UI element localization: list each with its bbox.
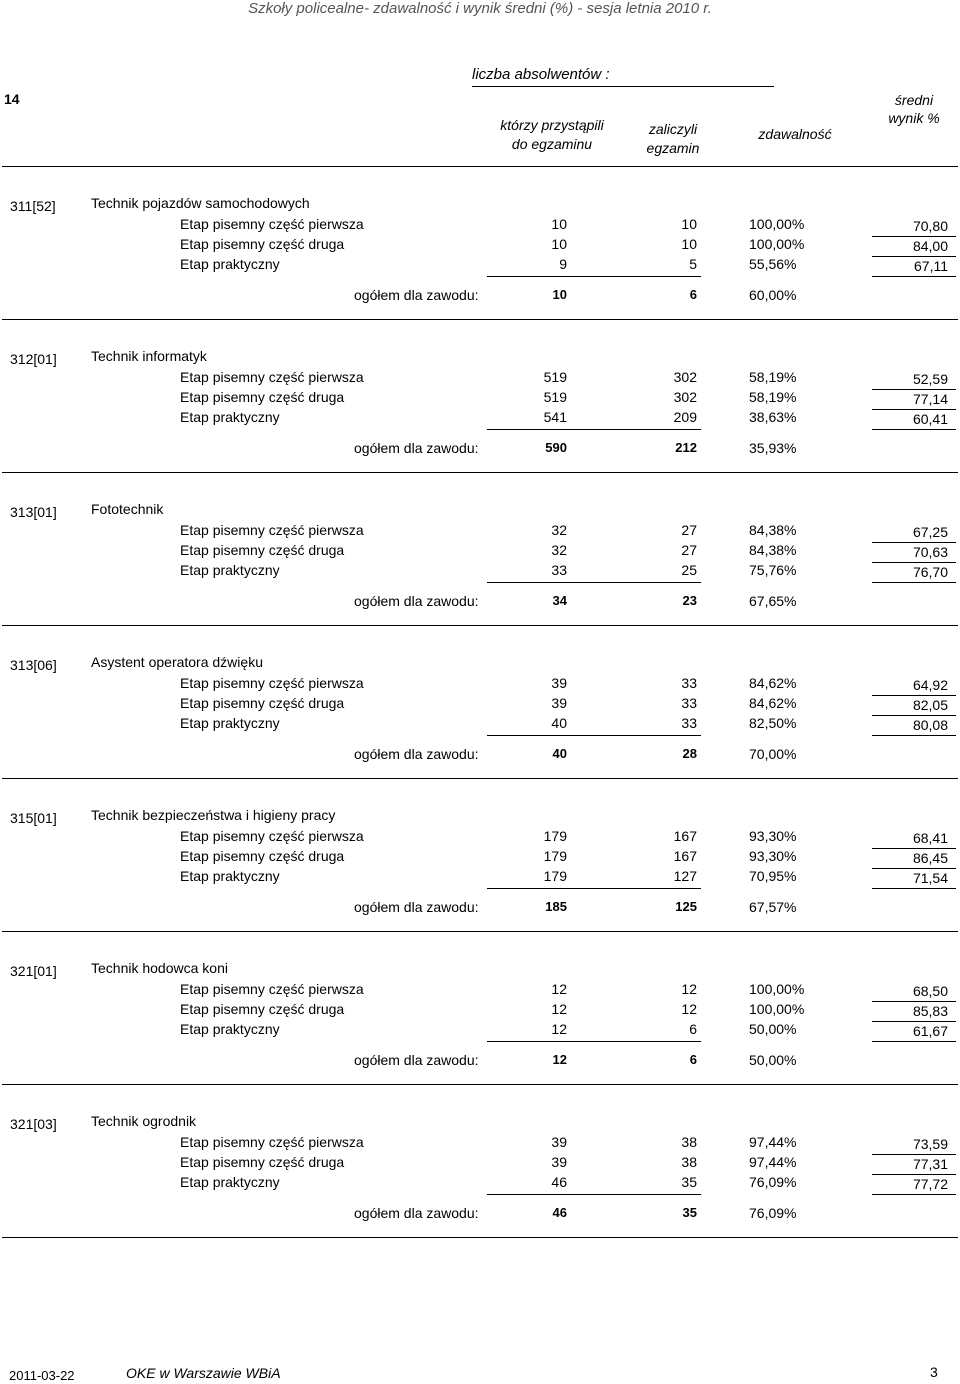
total-label: ogółem dla zawodu: xyxy=(354,593,479,609)
pass-rate: 58,19% xyxy=(749,369,797,385)
average-score: 61,67 xyxy=(912,1023,948,1039)
stage-label: Etap pisemny część pierwsza xyxy=(180,675,364,691)
passed-count: 209 xyxy=(673,409,697,425)
total-label: ogółem dla zawodu: xyxy=(354,1205,479,1221)
profession-section xyxy=(0,779,960,932)
stage-numbers-underline xyxy=(487,888,701,889)
stage-label: Etap praktyczny xyxy=(180,1174,280,1190)
took-exam-count: 179 xyxy=(543,868,567,884)
stage-label: Etap pisemny część druga xyxy=(180,236,345,252)
average-score-underline xyxy=(872,888,956,889)
passed-count: 167 xyxy=(673,848,697,864)
total-label: ogółem dla zawodu: xyxy=(354,1052,479,1068)
stage-label: Etap pisemny część pierwsza xyxy=(180,828,364,844)
pass-rate: 70,95% xyxy=(749,868,797,884)
column-header-took-exam-line2: do egzaminu xyxy=(511,136,593,152)
stage-row xyxy=(0,848,960,868)
column-header-average-score-line1: średni xyxy=(894,92,934,108)
profession-code: 312[01] xyxy=(10,351,57,367)
stage-label: Etap pisemny część druga xyxy=(180,848,345,864)
stage-numbers-underline xyxy=(487,1041,701,1042)
total-took-exam-count: 185 xyxy=(545,899,567,914)
pass-rate: 97,44% xyxy=(749,1134,797,1150)
took-exam-count: 39 xyxy=(551,1154,567,1170)
took-exam-count: 179 xyxy=(543,848,567,864)
average-score: 64,92 xyxy=(912,677,948,693)
profession-code: 313[06] xyxy=(10,657,57,673)
average-score: 52,59 xyxy=(912,371,948,387)
total-passed-count: 212 xyxy=(675,440,697,455)
stage-numbers-underline xyxy=(487,582,701,583)
stage-label: Etap praktyczny xyxy=(180,562,280,578)
stage-row xyxy=(0,715,960,735)
pass-rate: 38,63% xyxy=(749,409,797,425)
average-score-underline xyxy=(872,276,956,277)
average-score: 77,72 xyxy=(912,1176,948,1192)
average-score: 67,25 xyxy=(912,524,948,540)
column-header-average-score-line2: wynik % xyxy=(888,110,940,126)
took-exam-count: 12 xyxy=(551,981,567,997)
pass-rate: 93,30% xyxy=(749,848,797,864)
passed-count: 10 xyxy=(681,236,697,252)
took-exam-count: 32 xyxy=(551,542,567,558)
average-score: 68,41 xyxy=(912,830,948,846)
average-score: 86,45 xyxy=(912,850,948,866)
took-exam-count: 40 xyxy=(551,715,567,731)
took-exam-count: 39 xyxy=(551,675,567,691)
pass-rate: 82,50% xyxy=(749,715,797,731)
section-divider xyxy=(2,1237,958,1238)
total-label: ogółem dla zawodu: xyxy=(354,440,479,456)
total-pass-rate: 35,93% xyxy=(749,440,797,456)
average-score: 85,83 xyxy=(912,1003,948,1019)
profession-name: Technik pojazdów samochodowych xyxy=(91,195,310,211)
pass-rate: 84,62% xyxy=(749,675,797,691)
took-exam-count: 12 xyxy=(551,1021,567,1037)
stage-label: Etap pisemny część druga xyxy=(180,1001,345,1017)
stage-label: Etap praktyczny xyxy=(180,409,280,425)
passed-count: 167 xyxy=(673,828,697,844)
total-took-exam-count: 40 xyxy=(552,746,567,761)
profession-code: 321[01] xyxy=(10,963,57,979)
pass-rate: 100,00% xyxy=(749,236,805,252)
total-row xyxy=(0,287,960,307)
profession-code: 321[03] xyxy=(10,1116,57,1132)
pass-rate: 84,62% xyxy=(749,695,797,711)
column-header-passed xyxy=(628,120,718,158)
profession-name: Technik bezpieczeństwa i higieny pracy xyxy=(91,807,336,823)
took-exam-count: 519 xyxy=(543,369,567,385)
profession-name: Asystent operatora dźwięku xyxy=(91,654,263,670)
column-header-pass-rate: zdawalność xyxy=(758,126,832,142)
passed-count: 6 xyxy=(689,1021,697,1037)
stage-label: Etap praktyczny xyxy=(180,868,280,884)
passed-count: 127 xyxy=(673,868,697,884)
pass-rate: 97,44% xyxy=(749,1154,797,1170)
took-exam-count: 12 xyxy=(551,1001,567,1017)
stage-row xyxy=(0,409,960,429)
average-score: 67,11 xyxy=(914,258,948,274)
pass-rate: 100,00% xyxy=(749,981,805,997)
stage-row xyxy=(0,542,960,562)
stage-label: Etap pisemny część pierwsza xyxy=(180,216,364,232)
profession-section xyxy=(0,932,960,1085)
stage-row xyxy=(0,1134,960,1154)
average-score-underline xyxy=(872,582,956,583)
passed-count: 33 xyxy=(681,675,697,691)
took-exam-count: 10 xyxy=(551,236,567,252)
stage-label: Etap pisemny część druga xyxy=(180,389,345,405)
stage-numbers-underline xyxy=(487,735,701,736)
pass-rate: 100,00% xyxy=(749,1001,805,1017)
total-row xyxy=(0,1205,960,1225)
stage-row xyxy=(0,256,960,276)
took-exam-count: 46 xyxy=(551,1174,567,1190)
page-title: Szkoły policealne- zdawalność i wynik średni (%) - sesja letnia 2010 r. xyxy=(248,0,712,17)
stage-numbers-underline xyxy=(487,276,701,277)
total-pass-rate: 67,65% xyxy=(749,593,797,609)
column-header-average-score xyxy=(870,91,958,127)
stage-row xyxy=(0,868,960,888)
total-took-exam-count: 34 xyxy=(552,593,567,608)
took-exam-count: 9 xyxy=(559,256,567,272)
stage-row xyxy=(0,1154,960,1174)
column-header-passed-line1: zaliczyli xyxy=(648,121,698,137)
average-score: 77,14 xyxy=(912,391,948,407)
took-exam-count: 39 xyxy=(551,695,567,711)
stage-label: Etap pisemny część druga xyxy=(180,1154,345,1170)
average-score-underline xyxy=(872,1041,956,1042)
took-exam-count: 32 xyxy=(551,522,567,538)
passed-count: 302 xyxy=(673,389,697,405)
stage-row xyxy=(0,828,960,848)
average-score-underline xyxy=(872,1194,956,1195)
took-exam-count: 39 xyxy=(551,1134,567,1150)
average-score: 84,00 xyxy=(912,238,948,254)
average-score: 70,80 xyxy=(912,218,948,234)
passed-count: 33 xyxy=(681,715,697,731)
stage-label: Etap pisemny część pierwsza xyxy=(180,522,364,538)
stage-label: Etap pisemny część pierwsza xyxy=(180,981,364,997)
stage-row xyxy=(0,236,960,256)
stage-numbers-underline xyxy=(487,429,701,430)
stage-row xyxy=(0,695,960,715)
stage-row xyxy=(0,562,960,582)
passed-count: 10 xyxy=(681,216,697,232)
stage-row xyxy=(0,522,960,542)
stage-numbers-underline xyxy=(487,1194,701,1195)
average-score: 80,08 xyxy=(912,717,948,733)
passed-count: 35 xyxy=(681,1174,697,1190)
passed-count: 302 xyxy=(673,369,697,385)
stage-row xyxy=(0,1174,960,1194)
total-passed-count: 23 xyxy=(682,593,697,608)
took-exam-count: 179 xyxy=(543,828,567,844)
pass-rate: 55,56% xyxy=(749,256,797,272)
stage-row xyxy=(0,981,960,1001)
footer-date: 2011-03-22 xyxy=(9,1368,75,1383)
average-score: 71,54 xyxy=(912,870,948,886)
passed-count: 12 xyxy=(681,981,697,997)
footer-page-number: 3 xyxy=(930,1364,938,1380)
passed-count: 38 xyxy=(681,1134,697,1150)
total-took-exam-count: 12 xyxy=(552,1052,567,1067)
total-pass-rate: 67,57% xyxy=(749,899,797,915)
total-pass-rate: 50,00% xyxy=(749,1052,797,1068)
stage-row xyxy=(0,675,960,695)
total-took-exam-count: 10 xyxy=(552,287,567,302)
profession-section xyxy=(0,626,960,779)
pass-rate: 93,30% xyxy=(749,828,797,844)
total-passed-count: 35 xyxy=(682,1205,697,1220)
total-row xyxy=(0,440,960,460)
pass-rate: 84,38% xyxy=(749,522,797,538)
total-passed-count: 125 xyxy=(675,899,697,914)
passed-count: 33 xyxy=(681,695,697,711)
total-took-exam-count: 46 xyxy=(552,1205,567,1220)
profession-name: Technik hodowca koni xyxy=(91,960,228,976)
total-row xyxy=(0,746,960,766)
total-row xyxy=(0,899,960,919)
total-row xyxy=(0,1052,960,1072)
stage-label: Etap pisemny część druga xyxy=(180,695,345,711)
stage-row xyxy=(0,216,960,236)
total-passed-count: 28 xyxy=(682,746,697,761)
average-score: 73,59 xyxy=(912,1136,948,1152)
stage-label: Etap praktyczny xyxy=(180,256,280,272)
total-pass-rate: 60,00% xyxy=(749,287,797,303)
stage-row xyxy=(0,389,960,409)
footer-organization: OKE w Warszawie WBiA xyxy=(126,1365,281,1381)
average-score: 76,70 xyxy=(912,564,948,580)
column-header-passed-line2: egzamin xyxy=(646,140,700,156)
stage-label: Etap pisemny część druga xyxy=(180,542,345,558)
total-row xyxy=(0,593,960,613)
average-score: 68,50 xyxy=(912,983,948,999)
pass-rate: 76,09% xyxy=(749,1174,797,1190)
profession-code: 315[01] xyxy=(10,810,57,826)
total-label: ogółem dla zawodu: xyxy=(354,899,479,915)
stage-label: Etap praktyczny xyxy=(180,1021,280,1037)
average-score-underline xyxy=(872,429,956,430)
pass-rate: 84,38% xyxy=(749,542,797,558)
profession-section xyxy=(0,320,960,473)
profession-name: Fototechnik xyxy=(91,501,164,517)
stage-row xyxy=(0,1001,960,1021)
pass-rate: 50,00% xyxy=(749,1021,797,1037)
average-score: 77,31 xyxy=(912,1156,948,1172)
passed-count: 12 xyxy=(681,1001,697,1017)
total-pass-rate: 70,00% xyxy=(749,746,797,762)
pass-rate: 100,00% xyxy=(749,216,805,232)
stage-label: Etap praktyczny xyxy=(180,715,280,731)
total-took-exam-count: 590 xyxy=(545,440,567,455)
graduates-header: liczba absolwentów : xyxy=(472,66,610,83)
took-exam-count: 10 xyxy=(551,216,567,232)
pass-rate: 75,76% xyxy=(749,562,797,578)
average-score-underline xyxy=(872,735,956,736)
pass-rate: 58,19% xyxy=(749,389,797,405)
total-label: ogółem dla zawodu: xyxy=(354,746,479,762)
took-exam-count: 541 xyxy=(543,409,567,425)
stage-label: Etap pisemny część pierwsza xyxy=(180,369,364,385)
passed-count: 27 xyxy=(681,522,697,538)
total-pass-rate: 76,09% xyxy=(749,1205,797,1221)
took-exam-count: 519 xyxy=(543,389,567,405)
profession-section xyxy=(0,1085,960,1238)
passed-count: 25 xyxy=(681,562,697,578)
average-score: 70,63 xyxy=(912,544,948,560)
header-underline xyxy=(472,86,774,87)
passed-count: 27 xyxy=(681,542,697,558)
total-passed-count: 6 xyxy=(689,287,697,302)
average-score: 82,05 xyxy=(912,697,948,713)
column-header-took-exam-line1: którzy przystąpili xyxy=(500,117,604,133)
passed-count: 5 xyxy=(689,256,697,272)
average-score: 60,41 xyxy=(912,411,948,427)
passed-count: 38 xyxy=(681,1154,697,1170)
profession-section xyxy=(0,167,960,320)
profession-name: Technik informatyk xyxy=(91,348,207,364)
took-exam-count: 33 xyxy=(551,562,567,578)
stage-row xyxy=(0,369,960,389)
stage-label: Etap pisemny część pierwsza xyxy=(180,1134,364,1150)
table-number: 14 xyxy=(4,91,20,107)
total-passed-count: 6 xyxy=(689,1052,697,1067)
total-label: ogółem dla zawodu: xyxy=(354,287,479,303)
profession-section xyxy=(0,473,960,626)
profession-name: Technik ogrodnik xyxy=(91,1113,197,1129)
profession-code: 313[01] xyxy=(10,504,57,520)
profession-code: 311[52] xyxy=(10,198,56,214)
column-header-took-exam xyxy=(487,116,617,154)
stage-row xyxy=(0,1021,960,1041)
